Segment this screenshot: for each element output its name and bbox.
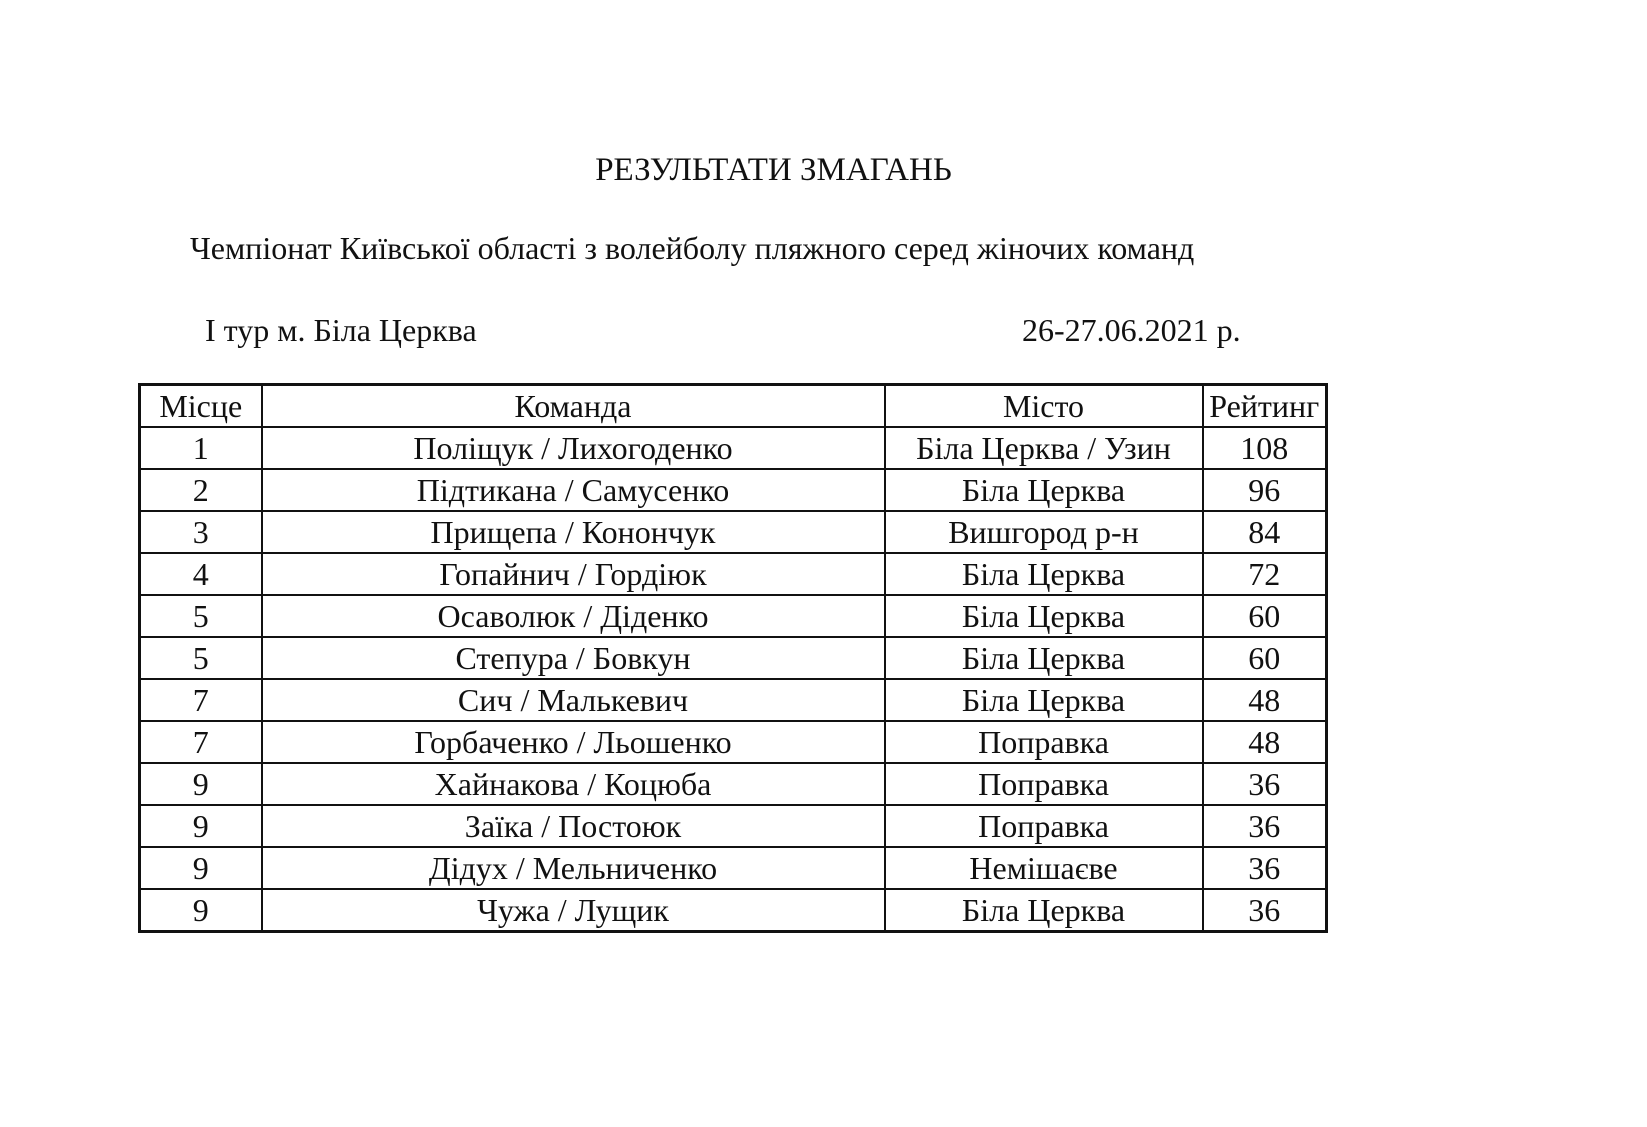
rating-cell: 96 bbox=[1203, 469, 1327, 511]
team-cell: Заїка / Постоюк bbox=[262, 805, 885, 847]
place-cell: 2 bbox=[140, 469, 262, 511]
city-cell: Поправка bbox=[885, 763, 1203, 805]
team-cell: Сич / Малькевич bbox=[262, 679, 885, 721]
rating-cell: 36 bbox=[1203, 847, 1327, 889]
city-cell: Поправка bbox=[885, 721, 1203, 763]
place-cell: 9 bbox=[140, 805, 262, 847]
rating-cell: 60 bbox=[1203, 595, 1327, 637]
city-cell: Біла Церква / Узин bbox=[885, 427, 1203, 469]
place-cell: 7 bbox=[140, 679, 262, 721]
place-cell: 9 bbox=[140, 763, 262, 805]
city-cell: Біла Церква bbox=[885, 679, 1203, 721]
team-cell: Дідух / Мельниченко bbox=[262, 847, 885, 889]
place-cell: 5 bbox=[140, 637, 262, 679]
city-cell: Вишгород р-н bbox=[885, 511, 1203, 553]
city-cell: Біла Церква bbox=[885, 469, 1203, 511]
team-cell: Хайнакова / Коцюба bbox=[262, 763, 885, 805]
place-cell: 3 bbox=[140, 511, 262, 553]
rating-cell: 48 bbox=[1203, 721, 1327, 763]
city-cell: Поправка bbox=[885, 805, 1203, 847]
table-row bbox=[140, 889, 1327, 932]
city-cell: Біла Церква bbox=[885, 595, 1203, 637]
rating-cell: 48 bbox=[1203, 679, 1327, 721]
event-dates: 26-27.06.2021 р. bbox=[1022, 312, 1241, 348]
rating-cell: 36 bbox=[1203, 763, 1327, 805]
table-row bbox=[140, 637, 1327, 679]
team-cell: Чужа / Лущик bbox=[262, 889, 885, 932]
place-cell: 5 bbox=[140, 595, 262, 637]
table-row bbox=[140, 721, 1327, 763]
header-rating: Рейтинг bbox=[1203, 385, 1327, 428]
rating-cell: 108 bbox=[1203, 427, 1327, 469]
results-table bbox=[138, 383, 1328, 933]
place-cell: 9 bbox=[140, 847, 262, 889]
table-row bbox=[140, 805, 1327, 847]
team-cell: Горбаченко / Льошенко bbox=[262, 721, 885, 763]
table-row bbox=[140, 427, 1327, 469]
table-row bbox=[140, 763, 1327, 805]
team-cell: Підтикана / Самусенко bbox=[262, 469, 885, 511]
table-row bbox=[140, 511, 1327, 553]
table-row bbox=[140, 469, 1327, 511]
table-header-row bbox=[140, 385, 1327, 428]
header-team: Команда bbox=[262, 385, 885, 428]
round-location: І тур м. Біла Церква bbox=[205, 312, 477, 348]
team-cell: Прищепа / Конончук bbox=[262, 511, 885, 553]
header-place: Місце bbox=[140, 385, 262, 428]
rating-cell: 84 bbox=[1203, 511, 1327, 553]
rating-cell: 36 bbox=[1203, 889, 1327, 932]
rating-cell: 60 bbox=[1203, 637, 1327, 679]
rating-cell: 72 bbox=[1203, 553, 1327, 595]
city-cell: Біла Церква bbox=[885, 889, 1203, 932]
table-row bbox=[140, 847, 1327, 889]
city-cell: Біла Церква bbox=[885, 637, 1203, 679]
team-cell: Гопайнич / Гордіюк bbox=[262, 553, 885, 595]
table-row bbox=[140, 679, 1327, 721]
table-row bbox=[140, 595, 1327, 637]
team-cell: Поліщук / Лихогоденко bbox=[262, 427, 885, 469]
team-cell: Осаволюк / Діденко bbox=[262, 595, 885, 637]
header-city: Місто bbox=[885, 385, 1203, 428]
rating-cell: 36 bbox=[1203, 805, 1327, 847]
place-cell: 7 bbox=[140, 721, 262, 763]
city-cell: Немішаєве bbox=[885, 847, 1203, 889]
place-cell: 1 bbox=[140, 427, 262, 469]
championship-subtitle: Чемпіонат Київської області з волейболу пляжного серед жіночих команд bbox=[190, 230, 1195, 266]
place-cell: 4 bbox=[140, 553, 262, 595]
city-cell: Біла Церква bbox=[885, 553, 1203, 595]
table-row bbox=[140, 553, 1327, 595]
place-cell: 9 bbox=[140, 889, 262, 932]
page-title: РЕЗУЛЬТАТИ ЗМАГАНЬ bbox=[595, 152, 952, 188]
team-cell: Степура / Бовкун bbox=[262, 637, 885, 679]
